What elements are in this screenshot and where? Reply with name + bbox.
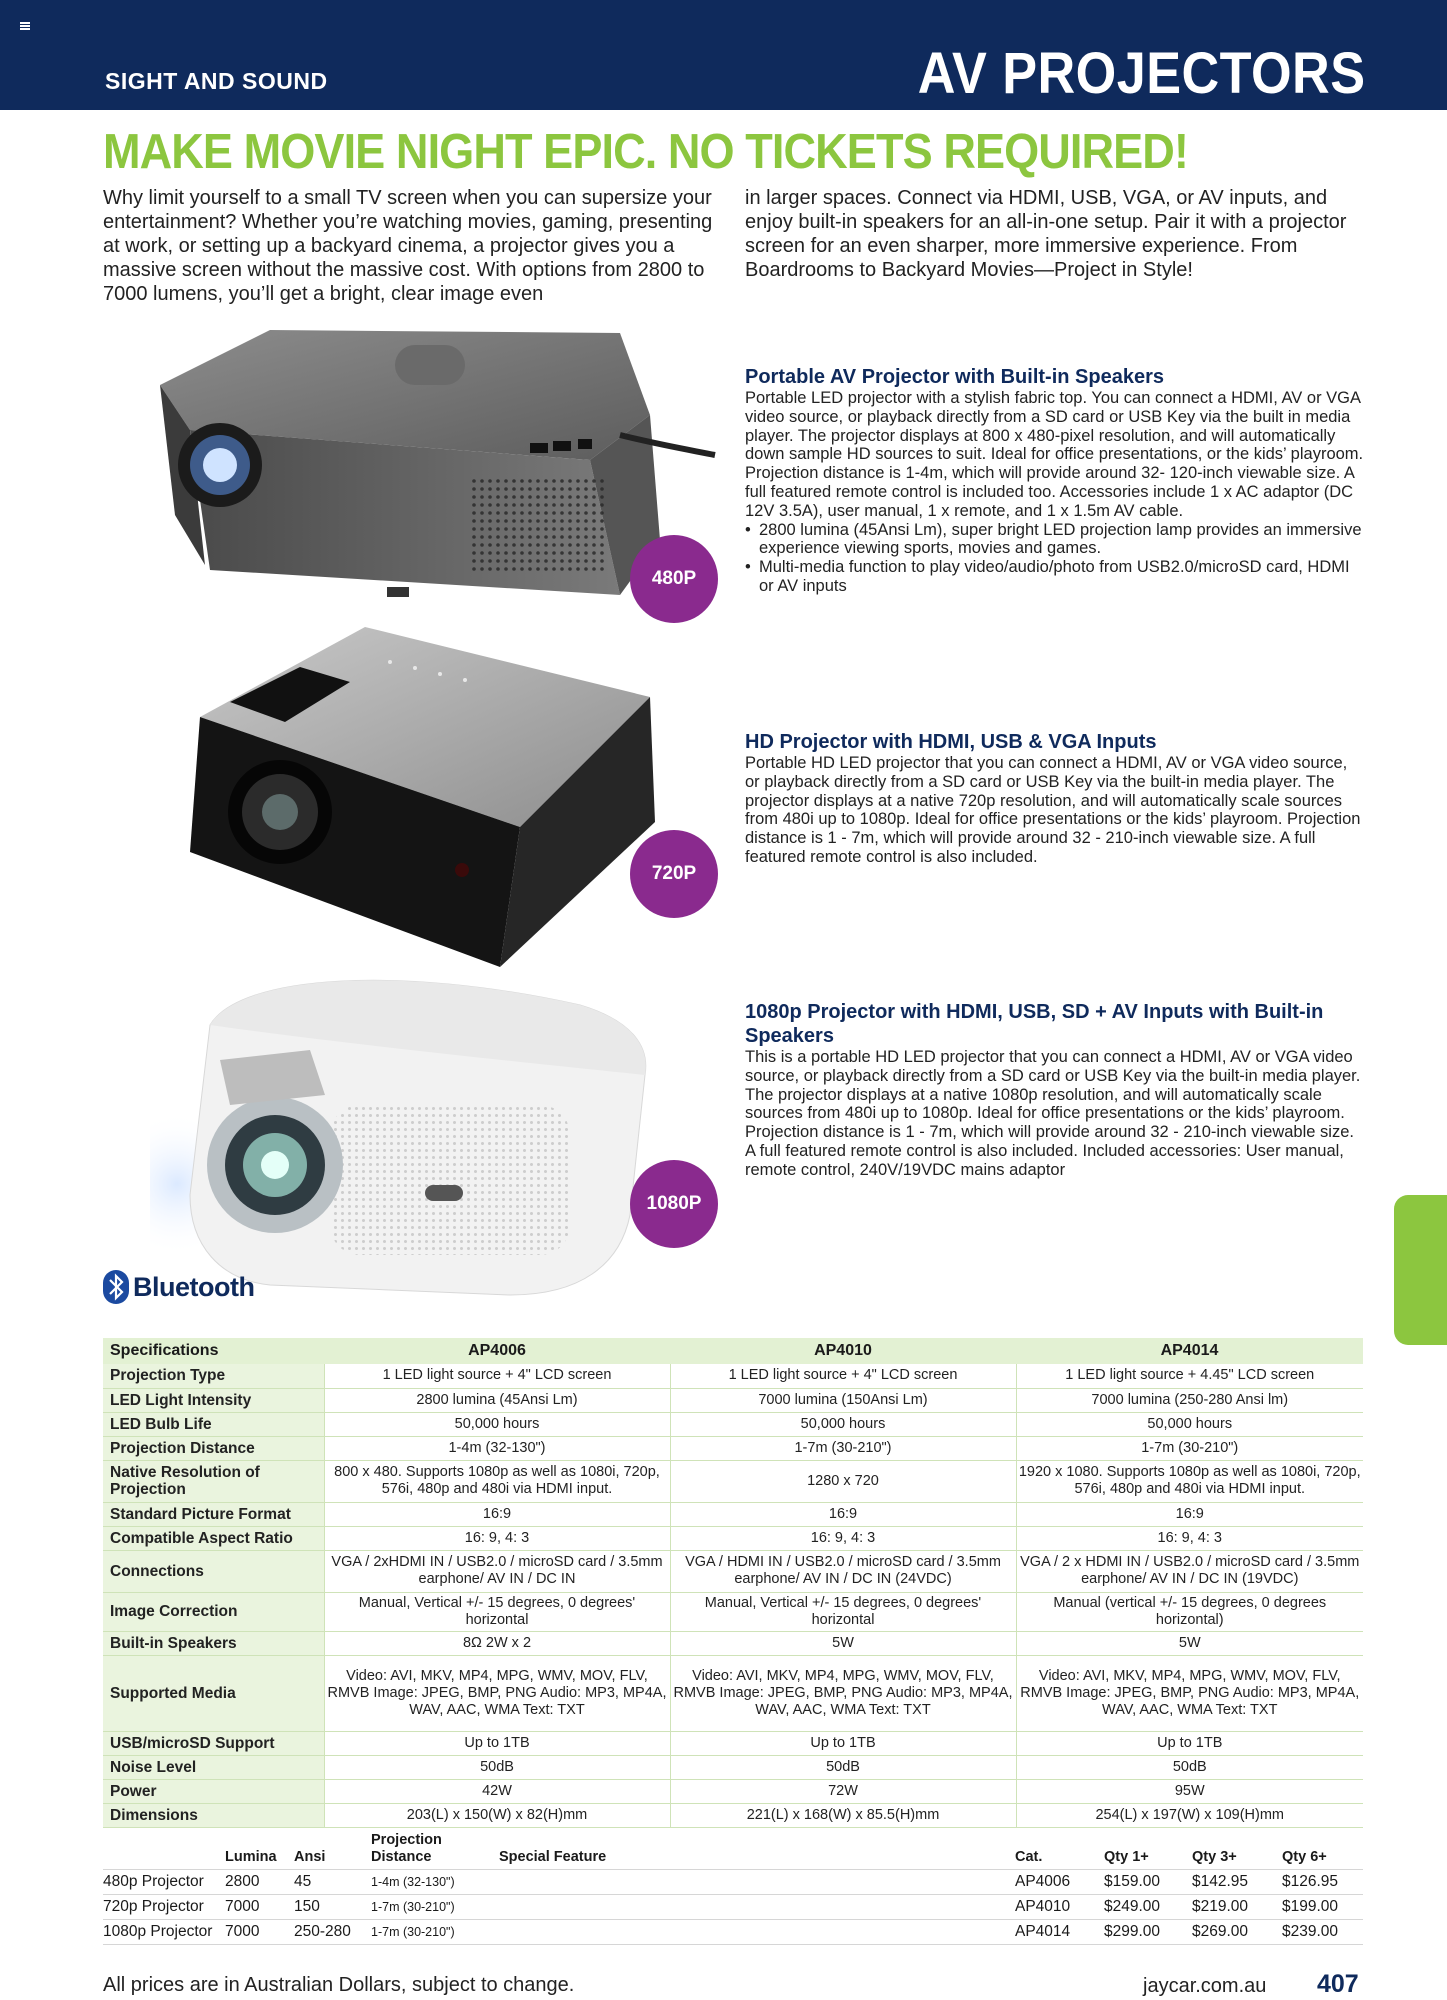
price-qty1: $299.00 (1104, 1920, 1192, 1945)
spec-value: VGA / HDMI IN / USB2.0 / microSD card / 3.5mm earphone/ AV IN / DC IN (24VDC) (670, 1550, 1016, 1592)
price-qty1: $249.00 (1104, 1895, 1192, 1920)
intro-right: in larger spaces. Connect via HDMI, USB, VGA, or AV inputs, and enjoy built-in speakers for an all-in-one setup. Pair it with a projector screen for an even sharper, more immersive experience. From Boardrooms to Backyard Movies—Project in Style! (745, 187, 1347, 281)
spec-value: 1920 x 1080. Supports 1080p as well as 1080i, 720p, 576i, 480p and 480i via HDMI input. (1016, 1460, 1363, 1502)
specifications-table (103, 1338, 1363, 1828)
product-name: 720p Projector (103, 1895, 225, 1920)
projector-720p-image (190, 622, 660, 977)
spec-value: 16:9 (1016, 1502, 1363, 1526)
spec-value: Video: AVI, MKV, MP4, MPG, WMV, MOV, FLV, RMVB Image: JPEG, BMP, PNG Audio: MP3, MP4A, WAV, AAC, WMA Text: TXT (1016, 1655, 1363, 1731)
lumina-value: 7000 (225, 1920, 294, 1945)
spec-value: 203(L) x 150(W) x 82(H)mm (324, 1803, 670, 1827)
website-link[interactable]: jaycar.com.au (1143, 1975, 1267, 1997)
spec-label: Built-in Speakers (103, 1631, 324, 1655)
spec-label: Standard Picture Format (103, 1502, 324, 1526)
spec-value: 7000 lumina (250-280 Ansi lm) (1016, 1388, 1363, 1412)
ansi-value: 45 (294, 1870, 371, 1895)
table-row (103, 1364, 1363, 1388)
table-row (103, 1550, 1363, 1592)
spec-value: 50dB (1016, 1755, 1363, 1779)
table-row (103, 1920, 1363, 1945)
spec-value: Manual, Vertical +/- 15 degrees, 0 degrees' horizontal (324, 1592, 670, 1631)
table-header: AP4006 (324, 1338, 670, 1364)
bluetooth-logo (103, 1270, 254, 1304)
page-number: 407 (1317, 1970, 1359, 1998)
resolution-badge-1080p: 1080P (630, 1160, 718, 1248)
table-header: Specifications (103, 1338, 324, 1364)
table-row (103, 1731, 1363, 1755)
price-qty3: $219.00 (1192, 1895, 1282, 1920)
spec-label: Projection Distance (103, 1436, 324, 1460)
bluetooth-label: Bluetooth (133, 1271, 255, 1302)
spec-value: Video: AVI, MKV, MP4, MPG, WMV, MOV, FLV, RMVB Image: JPEG, BMP, PNG Audio: MP3, MP4A, WAV, AAC, WMA Text: TXT (324, 1655, 670, 1731)
table-header: AP4010 (670, 1338, 1016, 1364)
spec-value: 50,000 hours (1016, 1412, 1363, 1436)
cat-number[interactable]: AP4014 (1015, 1920, 1104, 1945)
table-row (103, 1631, 1363, 1655)
distance-value: 1-4m (32-130") (371, 1870, 499, 1895)
spec-label: Noise Level (103, 1755, 324, 1779)
spec-label: Supported Media (103, 1655, 324, 1731)
spec-value: Video: AVI, MKV, MP4, MPG, WMV, MOV, FLV, RMVB Image: JPEG, BMP, PNG Audio: MP3, MP4A, WAV, AAC, WMA Text: TXT (670, 1655, 1016, 1731)
spec-value: 254(L) x 197(W) x 109(H)mm (1016, 1803, 1363, 1827)
spec-label: Compatible Aspect Ratio (103, 1526, 324, 1550)
bluetooth-icon (103, 1270, 129, 1304)
table-header-row (103, 1832, 1363, 1870)
table-row (103, 1436, 1363, 1460)
table-row (103, 1779, 1363, 1803)
price-qty6: $199.00 (1282, 1895, 1363, 1920)
table-header: Qty 1+ (1104, 1849, 1149, 1865)
spec-value: 16: 9, 4: 3 (670, 1526, 1016, 1550)
spec-value: Up to 1TB (670, 1731, 1016, 1755)
spec-label: Native Resolution of Projection (103, 1460, 324, 1502)
spec-value: 1-4m (32-130") (324, 1436, 670, 1460)
spec-value: 5W (1016, 1631, 1363, 1655)
table-row (103, 1592, 1363, 1631)
spec-value: VGA / 2 x HDMI IN / USB2.0 / microSD card / 3.5mm earphone/ AV IN / DC IN (19VDC) (1016, 1550, 1363, 1592)
list-item: • 2800 lumina (45Ansi Lm), super bright LED projection lamp provides an immersive experience viewing sports, movies and games. (745, 521, 1365, 559)
spec-label: Connections (103, 1550, 324, 1592)
table-header: Cat. (1015, 1849, 1043, 1865)
cat-number[interactable]: AP4006 (1015, 1870, 1104, 1895)
spec-value: 16: 9, 4: 3 (324, 1526, 670, 1550)
spec-value: Up to 1TB (1016, 1731, 1363, 1755)
feature-value (499, 1895, 1015, 1920)
spec-value: 42W (324, 1779, 670, 1803)
product-description: Portable HD LED projector that you can connect a HDMI, AV or VGA video source, or playback directly from a SD card or USB Key via the built-in media player. The projector displays at a native 720p resolution, and will automatically scale sources from 480i up to 1080p. Ideal for office presentations or the kids’ playroom. Projection distance is 1 - 7m, which will provide around 32 - 210-inch viewable size. A full featured remote control is also included. (745, 754, 1361, 866)
spec-value: 16: 9, 4: 3 (1016, 1526, 1363, 1550)
spec-value: Manual (vertical +/- 15 degrees, 0 degrees horizontal) (1016, 1592, 1363, 1631)
price-disclaimer: All prices are in Australian Dollars, subject to change. (103, 1974, 575, 1996)
resolution-badge-480p: 480P (630, 535, 718, 623)
product-description: This is a portable HD LED projector that you can connect a HDMI, AV or VGA video source, or playback directly from a SD card or USB Key via the built-in media player. The projector displays at a native 1080p resolution, and will automatically scale sources from 480i up to 1080p. Ideal for office presentations or the kids’ playroom. Projection distance is 1 - 7m, which will provide around 32 - 210-inch viewable size. A full featured remote control is also included. Included accessories: User manual, remote control, 240V/19VDC mains adaptor (745, 1048, 1361, 1179)
price-qty6: $239.00 (1282, 1920, 1363, 1945)
table-row (103, 1895, 1363, 1920)
lumina-value: 7000 (225, 1895, 294, 1920)
table-row (103, 1502, 1363, 1526)
distance-value: 1-7m (30-210") (371, 1895, 499, 1920)
table-header: Lumina (225, 1849, 277, 1865)
product-title: Portable AV Projector with Built-in Speakers (745, 366, 1164, 388)
spec-value: 72W (670, 1779, 1016, 1803)
page-title: AV PROJECTORS (917, 41, 1365, 106)
ansi-value: 150 (294, 1895, 371, 1920)
product-name: 480p Projector (103, 1870, 225, 1895)
table-row (103, 1412, 1363, 1436)
spec-value: 1 LED light source + 4.45" LCD screen (1016, 1364, 1363, 1388)
product-720p (745, 730, 1365, 867)
section-tab[interactable] (1394, 1195, 1447, 1345)
product-title: HD Projector with HDMI, USB & VGA Inputs (745, 731, 1157, 753)
price-qty6: $126.95 (1282, 1870, 1363, 1895)
spec-value: 8Ω 2W x 2 (324, 1631, 670, 1655)
spec-label: LED Light Intensity (103, 1388, 324, 1412)
feature-value (499, 1920, 1015, 1945)
spec-value: 1-7m (30-210") (1016, 1436, 1363, 1460)
projector-1080p-image (150, 965, 660, 1305)
spec-label: Projection Type (103, 1364, 324, 1388)
product-name: 1080p Projector (103, 1920, 225, 1945)
product-features (745, 521, 1365, 596)
table-header: Projection Distance (371, 1832, 442, 1865)
spec-value: 1-7m (30-210") (670, 1436, 1016, 1460)
feature-value (499, 1870, 1015, 1895)
table-row (103, 1655, 1363, 1731)
spec-value: Up to 1TB (324, 1731, 670, 1755)
spec-value: 50,000 hours (324, 1412, 670, 1436)
spec-label: Image Correction (103, 1592, 324, 1631)
headline: MAKE MOVIE NIGHT EPIC. NO TICKETS REQUIRED! (103, 125, 1189, 179)
spec-label: LED Bulb Life (103, 1412, 324, 1436)
intro-left: Why limit yourself to a small TV screen when you can supersize your entertainment? Whether you’re watching movies, gaming, presenting at work, or setting up a backyard cinema, a projector gives you a massive screen without the massive cost. With options from 2800 to 7000 lumens, you’ll get a bright, clear image even (103, 187, 713, 305)
table-header: Qty 3+ (1192, 1849, 1237, 1865)
table-header: AP4014 (1016, 1338, 1363, 1364)
price-qty1: $159.00 (1104, 1870, 1192, 1895)
product-480p (745, 365, 1365, 596)
price-qty3: $142.95 (1192, 1870, 1282, 1895)
table-header: Ansi (294, 1849, 326, 1865)
spec-value: 16:9 (670, 1502, 1016, 1526)
spec-value: 5W (670, 1631, 1016, 1655)
table-row (103, 1526, 1363, 1550)
distance-value: 1-7m (30-210") (371, 1920, 499, 1945)
spec-value: 16:9 (324, 1502, 670, 1526)
header-bar (0, 0, 1447, 110)
product-description: Portable LED projector with a stylish fabric top. You can connect a HDMI, AV or VGA video source, or playback directly from a SD card or USB Key via the built in media player. The projector displays at 800 x 480-pixel resolution, and will automatically down sample HD sources to suit. Ideal for office presentations, or the kids’ playroom. Projection distance is 1-4m, which will provide around 32- 120-inch viewable size. A full featured remote control is included too. Accessories include 1 x AC adaptor (DC 12V 3.5A), user manual, 1 x remote, and 1 x 1.5m AV cable. (745, 389, 1364, 520)
section-label: SIGHT AND SOUND (105, 68, 328, 94)
spec-label: Power (103, 1779, 324, 1803)
spec-value: 50dB (670, 1755, 1016, 1779)
ansi-value: 250-280 (294, 1920, 371, 1945)
spec-value: 50dB (324, 1755, 670, 1779)
spec-value: VGA / 2xHDMI IN / USB2.0 / microSD card / 3.5mm earphone/ AV IN / DC IN (324, 1550, 670, 1592)
spec-value: 1280 x 720 (670, 1460, 1016, 1502)
resolution-badge-720p: 720P (630, 830, 718, 918)
price-qty3: $269.00 (1192, 1920, 1282, 1945)
spec-value: 221(L) x 168(W) x 85.5(H)mm (670, 1803, 1016, 1827)
spec-value: 800 x 480. Supports 1080p as well as 1080i, 720p, 576i, 480p and 480i via HDMI input. (324, 1460, 670, 1502)
table-row (103, 1388, 1363, 1412)
lumina-value: 2800 (225, 1870, 294, 1895)
spec-value: Manual, Vertical +/- 15 degrees, 0 degrees' horizontal (670, 1592, 1016, 1631)
spec-label: USB/microSD Support (103, 1731, 324, 1755)
table-header: Qty 6+ (1282, 1849, 1327, 1865)
cat-number[interactable]: AP4010 (1015, 1895, 1104, 1920)
table-header: Special Feature (499, 1849, 607, 1865)
spec-value: 7000 lumina (150Ansi Lm) (670, 1388, 1016, 1412)
table-row (103, 1870, 1363, 1895)
product-1080p (745, 1000, 1365, 1180)
list-item: • Multi-media function to play video/audio/photo from USB2.0/microSD card, HDMI or AV inputs (745, 558, 1365, 596)
spec-value: 1 LED light source + 4" LCD screen (324, 1364, 670, 1388)
spec-value: 50,000 hours (670, 1412, 1016, 1436)
spec-value: 1 LED light source + 4" LCD screen (670, 1364, 1016, 1388)
spec-label: Dimensions (103, 1803, 324, 1827)
table-row (103, 1803, 1363, 1827)
table-row (103, 1460, 1363, 1502)
spec-value: 2800 lumina (45Ansi Lm) (324, 1388, 670, 1412)
table-row (103, 1755, 1363, 1779)
table-header-row (103, 1338, 1363, 1364)
spec-value: 95W (1016, 1779, 1363, 1803)
menu-icon[interactable] (20, 22, 30, 30)
table-header (103, 1832, 225, 1870)
pricing-table (103, 1832, 1363, 1945)
product-title: 1080p Projector with HDMI, USB, SD + AV Inputs with Built-in Speakers (745, 1001, 1324, 1047)
